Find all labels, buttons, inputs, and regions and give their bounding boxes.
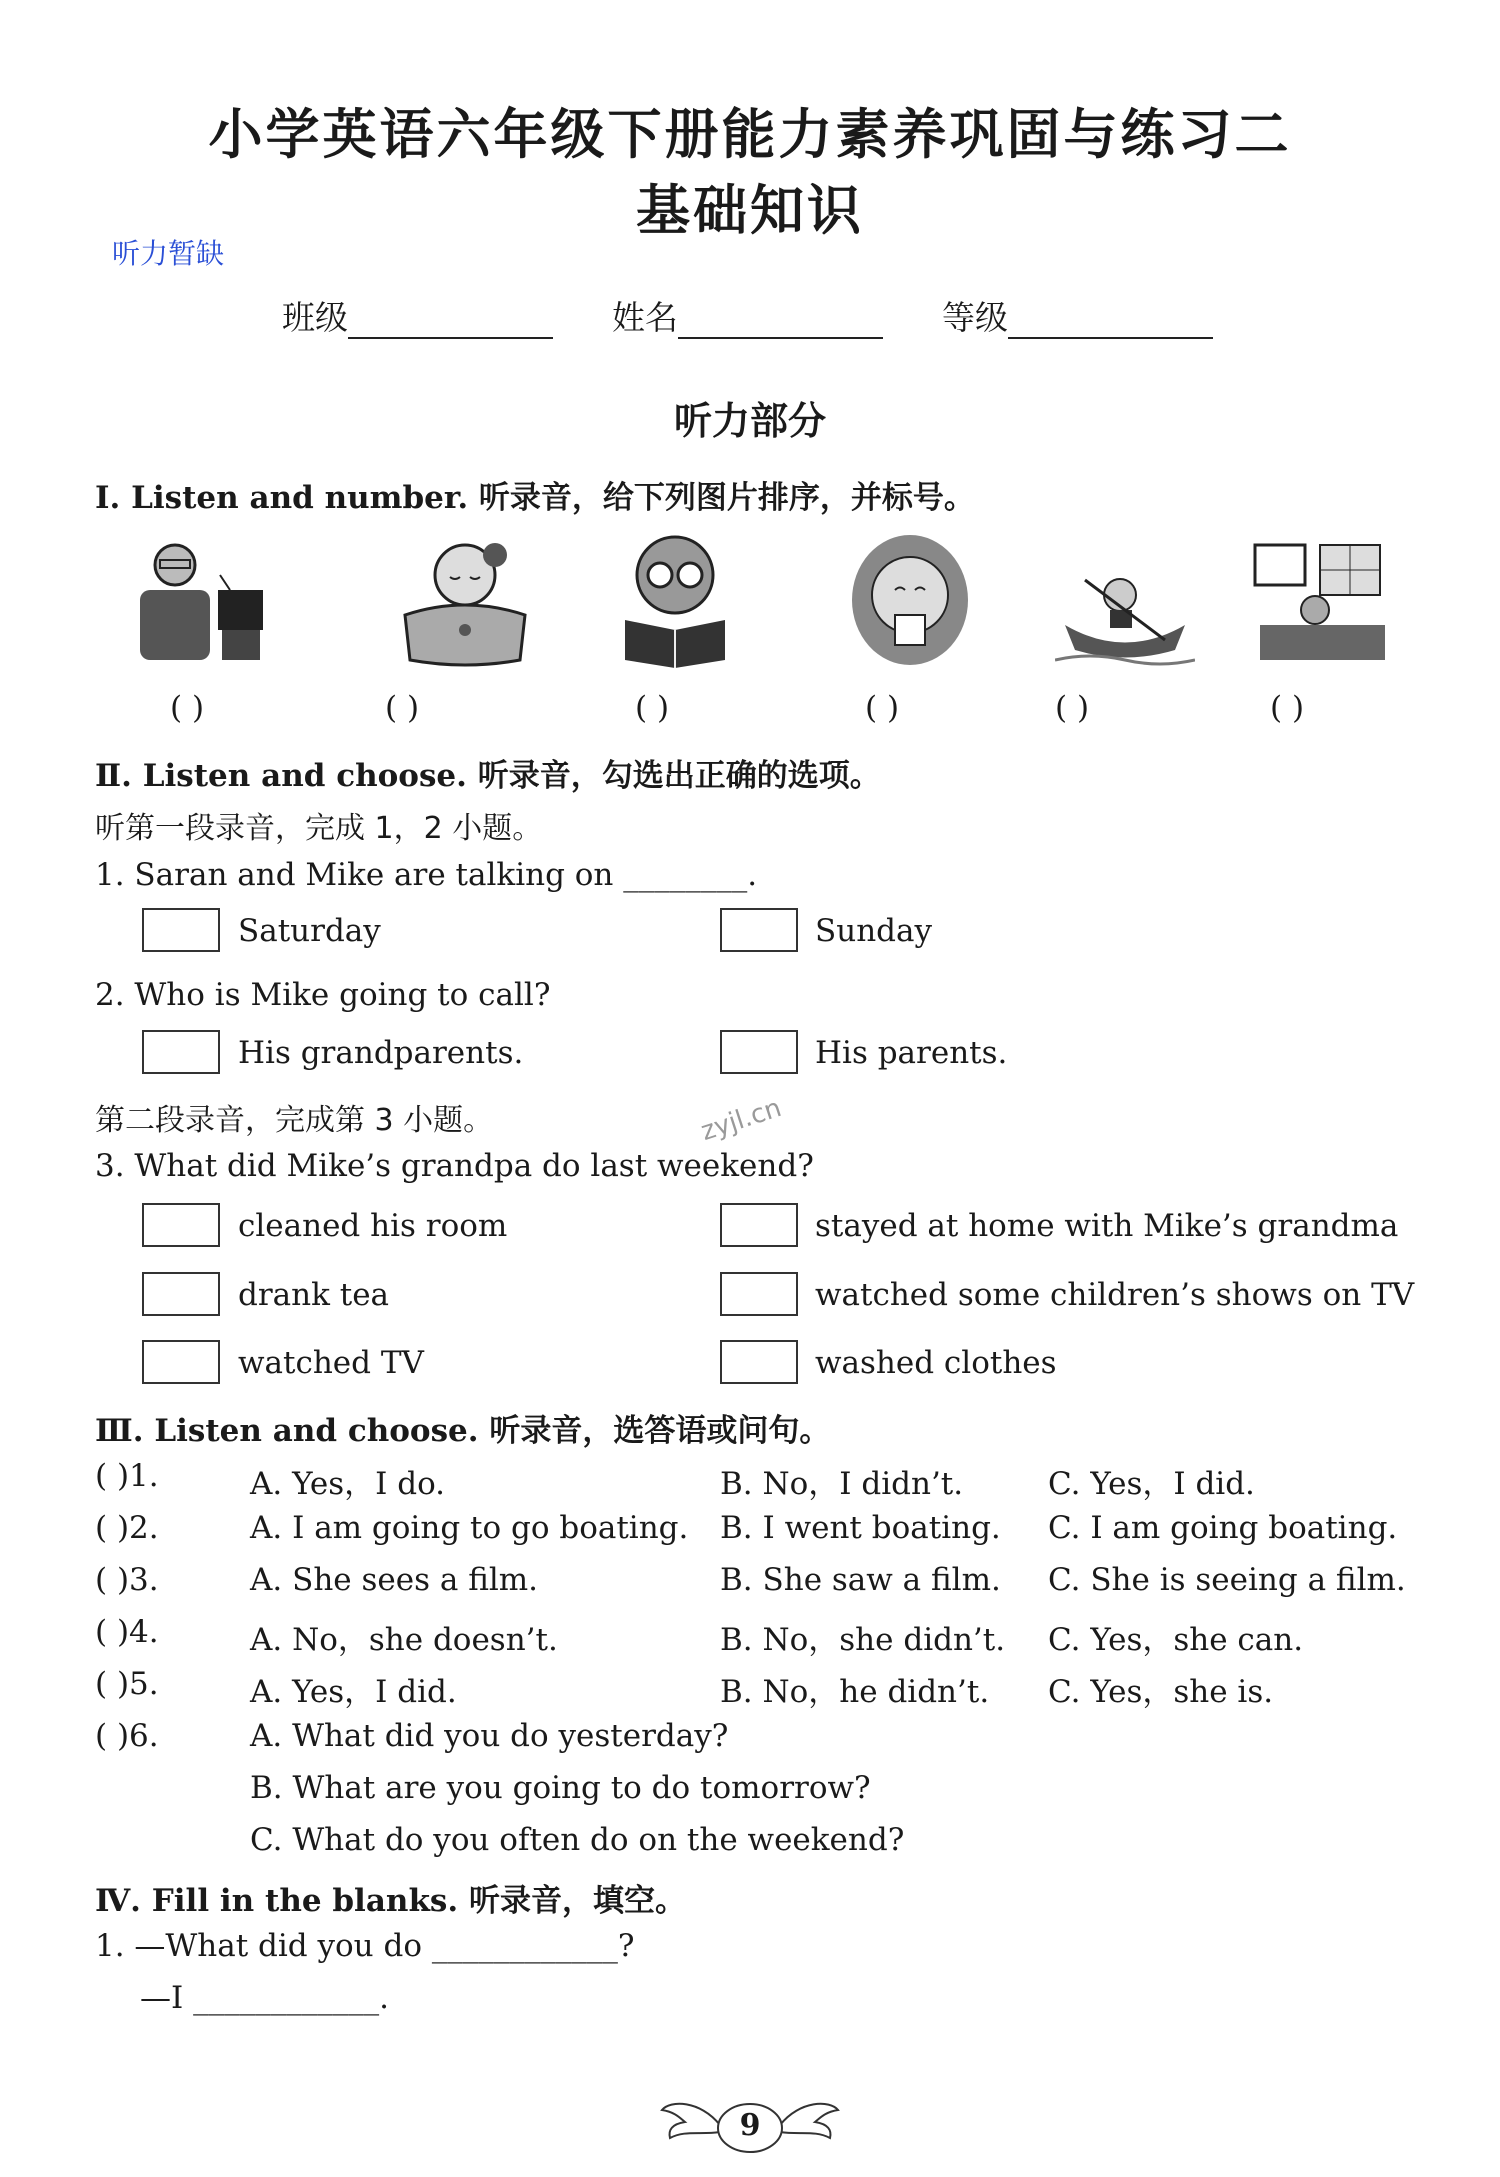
picture-6-answer[interactable]: ( ) [1270, 690, 1305, 726]
question-2: 2. Who is Mike going to call? [95, 977, 551, 1013]
option-grandparents: His grandparents. [238, 1035, 524, 1071]
name-label: 姓名 [612, 298, 678, 337]
row-3-option-a: A. She sees a film. [250, 1562, 539, 1598]
grade-label: 等级 [942, 298, 1008, 337]
row-5-option-b: B. No，he didn’t. [720, 1674, 990, 1710]
row-5-number[interactable]: ( )5. [95, 1666, 159, 1702]
checkbox-parents[interactable] [720, 1030, 798, 1074]
name-field[interactable] [612, 292, 883, 339]
option-washed-clothes: washed clothes [815, 1345, 1057, 1381]
section-4-heading: Ⅳ. Fill in the blanks. 听录音，填空。 [95, 1883, 686, 1919]
row-6-option-a: A. What did you do yesterday? [250, 1718, 729, 1754]
picture-2-answer[interactable]: ( ) [385, 690, 420, 726]
row-3-number[interactable]: ( )3. [95, 1562, 159, 1598]
row-3-option-b: B. She saw a film. [720, 1562, 1001, 1598]
row-2-number[interactable]: ( )2. [95, 1510, 159, 1546]
section-3-heading: Ⅲ. Listen and choose. 听录音，选答语或问句。 [95, 1413, 831, 1449]
checkbox-cleaned-room[interactable] [142, 1203, 220, 1247]
class-label: 班级 [282, 298, 348, 337]
option-sunday: Sunday [815, 913, 933, 949]
section-1-heading: Ⅰ. Listen and number. 听录音，给下列图片排序，并标号。 [95, 480, 975, 516]
checkbox-sunday[interactable] [720, 908, 798, 952]
fill-question-1[interactable]: 1. —What did you do ____________? [95, 1928, 635, 1964]
picture-1-answer[interactable]: ( ) [170, 690, 205, 726]
picture-5-answer[interactable]: ( ) [1055, 690, 1090, 726]
class-field[interactable] [282, 292, 553, 339]
row-1-option-a: A. Yes，I do. [250, 1466, 446, 1502]
row-6-option-c: C. What do you often do on the weekend? [250, 1822, 905, 1858]
listening-section-title: 听力部分 [673, 399, 826, 443]
picture-boy-reading [605, 530, 745, 670]
checkbox-grandparents[interactable] [142, 1030, 220, 1074]
row-4-option-c: C. Yes，she can. [1048, 1622, 1304, 1658]
checkbox-stayed-home[interactable] [720, 1203, 798, 1247]
checkbox-watched-tv[interactable] [142, 1340, 220, 1384]
checkbox-watched-shows[interactable] [720, 1272, 798, 1316]
option-watched-tv: watched TV [238, 1345, 424, 1381]
row-1-number[interactable]: ( )1. [95, 1458, 159, 1494]
section-2-part-2: 第二段录音，完成第 3 小题。 [95, 1103, 494, 1138]
row-2-option-c: C. I am going boating. [1048, 1510, 1398, 1546]
checkbox-washed-clothes[interactable] [720, 1340, 798, 1384]
option-stayed-home: stayed at home with Mike’s grandma [815, 1208, 1399, 1244]
question-3: 3. What did Mike’s grandpa do last weekend? [95, 1148, 814, 1184]
picture-3-answer[interactable]: ( ) [635, 690, 670, 726]
option-drank-tea: drank tea [238, 1277, 390, 1313]
row-4-option-a: A. No，she doesn’t. [250, 1622, 558, 1658]
picture-man-watching-tv [130, 530, 270, 670]
row-5-option-c: C. Yes，she is. [1048, 1674, 1274, 1710]
row-1-option-c: C. Yes，I did. [1048, 1466, 1255, 1502]
checkbox-saturday[interactable] [142, 908, 220, 952]
picture-girl-crying [840, 530, 980, 670]
option-saturday: Saturday [238, 913, 381, 949]
checkbox-drank-tea[interactable] [142, 1272, 220, 1316]
row-5-option-a: A. Yes，I did. [250, 1674, 457, 1710]
page-title: 小学英语六年级下册能力素养巩固与练习二 [208, 103, 1292, 166]
row-1-option-b: B. No，I didn’t. [720, 1466, 964, 1502]
row-2-option-b: B. I went boating. [720, 1510, 1001, 1546]
row-2-option-a: A. I am going to go boating. [250, 1510, 689, 1546]
picture-girl-sleeping [395, 535, 535, 675]
row-6-option-b: B. What are you going to do tomorrow? [250, 1770, 871, 1806]
row-3-option-c: C. She is seeing a film. [1048, 1562, 1406, 1598]
option-watched-shows: watched some children’s shows on TV [815, 1277, 1415, 1313]
row-4-option-b: B. No，she didn’t. [720, 1622, 1006, 1658]
row-6-number[interactable]: ( )6. [95, 1718, 159, 1754]
grade-field[interactable] [942, 292, 1213, 339]
question-1: 1. Saran and Mike are talking on ________. [95, 857, 758, 893]
section-2-heading: Ⅱ. Listen and choose. 听录音，勾选出正确的选项。 [95, 758, 881, 794]
picture-boy-boating [1055, 530, 1195, 670]
fill-answer-1[interactable]: —I ____________. [140, 1980, 389, 2016]
section-2-part-1: 听第一段录音，完成 1，2 小题。 [95, 811, 543, 846]
option-cleaned-room: cleaned his room [238, 1208, 508, 1244]
page-number: 9 [739, 2108, 761, 2143]
row-4-number[interactable]: ( )4. [95, 1614, 159, 1650]
picture-boy-in-room [1250, 525, 1390, 665]
option-parents: His parents. [815, 1035, 1008, 1071]
page-subtitle: 基础知识 [636, 179, 864, 242]
picture-4-answer[interactable]: ( ) [865, 690, 900, 726]
watermark: zyjl.cn [697, 1092, 786, 1148]
listening-missing-note: 听力暂缺 [112, 237, 225, 270]
